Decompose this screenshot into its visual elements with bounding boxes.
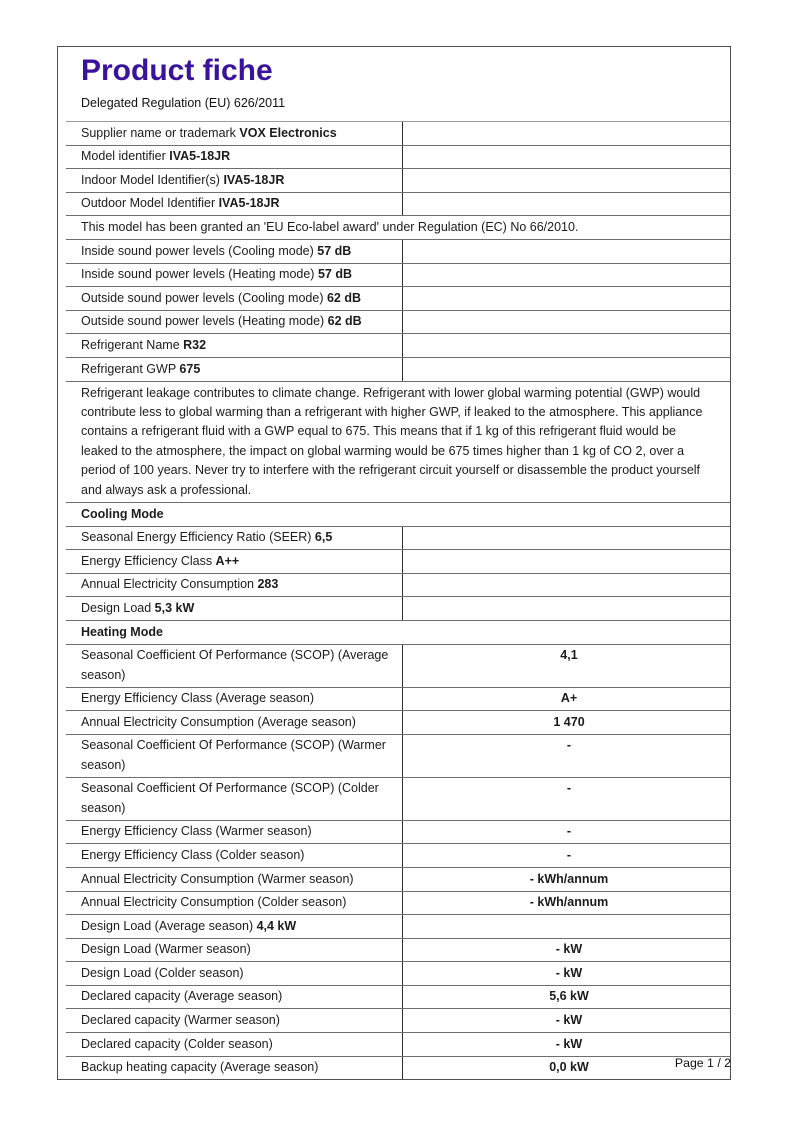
row-value-cell: - kW <box>555 1013 583 1028</box>
row-value-cell: - kWh/annum <box>529 895 609 910</box>
table-row <box>66 915 730 939</box>
row-label: Indoor Model Identifier(s) <box>81 172 224 187</box>
section-title: Cooling Mode <box>81 506 164 521</box>
row-value-cell <box>403 193 730 216</box>
row-value-cell: 0,0 kW <box>549 1060 589 1075</box>
row-label: Supplier name or trademark <box>81 125 240 140</box>
row-value-cell: - <box>566 781 572 796</box>
table-row <box>66 550 730 574</box>
table-row <box>66 382 730 503</box>
row-label-cell <box>66 574 403 597</box>
row-value-cell <box>403 550 730 573</box>
row-label: Annual Electricity Consumption <box>81 577 258 592</box>
row-label: Declared capacity (Warmer season) <box>81 1013 280 1028</box>
table-row <box>66 311 730 335</box>
table-row <box>66 962 730 986</box>
row-label-value: 283 <box>257 577 279 592</box>
row-label-cell <box>66 915 403 938</box>
table-row <box>66 645 730 688</box>
row-value-cell: 1 470 <box>553 714 585 729</box>
row-label: Seasonal Energy Efficiency Ratio (SEER) <box>81 530 315 545</box>
spec-table <box>66 121 730 1079</box>
row-label-value: 4,4 kW <box>256 918 297 933</box>
row-label: Design Load (Average season) <box>81 918 257 933</box>
table-row <box>66 358 730 382</box>
table-row <box>66 193 730 217</box>
row-label-cell <box>66 122 403 145</box>
table-row <box>66 169 730 193</box>
table-row <box>66 986 730 1010</box>
table-row <box>66 216 730 240</box>
table-row <box>66 868 730 892</box>
table-row <box>66 146 730 170</box>
table-row <box>66 287 730 311</box>
row-label: Declared capacity (Average season) <box>81 989 283 1004</box>
row-label-cell <box>66 1033 403 1056</box>
table-row <box>66 892 730 916</box>
table-row <box>66 1009 730 1033</box>
table-row <box>66 574 730 598</box>
row-label-cell <box>66 844 403 867</box>
row-label-cell <box>66 358 403 381</box>
row-value-cell: - kW <box>555 965 583 980</box>
row-label-value: 62 dB <box>327 314 362 329</box>
row-label-cell <box>66 311 403 334</box>
row-label-cell <box>66 711 403 734</box>
row-label-cell <box>66 146 403 169</box>
table-row <box>66 1033 730 1057</box>
row-value-cell: - <box>566 738 572 753</box>
row-value-cell <box>403 527 730 550</box>
row-label: Inside sound power levels (Heating mode) <box>81 267 318 282</box>
row-label-cell <box>66 597 403 620</box>
section-title: Heating Mode <box>81 624 163 639</box>
row-value-cell <box>403 169 730 192</box>
row-label: Seasonal Coefficient Of Performance (SCOP) (Average season) <box>81 648 389 682</box>
row-label: Annual Electricity Consumption (Average season) <box>81 714 356 729</box>
row-text: This model has been granted an 'EU Eco-label award' under Regulation (EC) No 66/2010. <box>81 219 579 234</box>
row-value-cell: - kWh/annum <box>529 871 609 886</box>
row-label: Energy Efficiency Class <box>81 553 216 568</box>
row-value-cell: - kW <box>555 1036 583 1051</box>
table-row <box>66 334 730 358</box>
row-label-cell <box>66 735 403 777</box>
row-label-value: IVA5-18JR <box>169 149 231 164</box>
row-label-cell <box>66 962 403 985</box>
table-row <box>66 122 730 146</box>
table-row <box>66 264 730 288</box>
row-label-cell <box>66 287 403 310</box>
row-value-cell: 4,1 <box>560 648 578 663</box>
row-label-value: R32 <box>183 337 207 352</box>
row-label: Energy Efficiency Class (Average season) <box>81 691 314 706</box>
row-value-cell <box>403 915 730 938</box>
row-label-cell <box>66 264 403 287</box>
row-value-cell <box>403 264 730 287</box>
row-label-value: 62 dB <box>326 290 362 305</box>
row-label: Outside sound power levels (Cooling mode) <box>81 290 327 305</box>
row-label-cell <box>66 645 403 687</box>
row-label-value: VOX Electronics <box>239 125 337 140</box>
row-value-cell <box>403 358 730 381</box>
row-label: Design Load (Warmer season) <box>81 942 251 957</box>
row-label: Annual Electricity Consumption (Colder season) <box>81 895 347 910</box>
row-value-cell <box>403 146 730 169</box>
row-label: Inside sound power levels (Cooling mode) <box>81 243 318 258</box>
section-header-row <box>66 621 730 645</box>
row-label-cell <box>66 892 403 915</box>
row-value-cell <box>403 287 730 310</box>
table-row <box>66 240 730 264</box>
row-label-cell <box>66 240 403 263</box>
row-label-cell <box>66 193 403 216</box>
row-label: Declared capacity (Colder season) <box>81 1036 273 1051</box>
row-value-cell <box>403 122 730 145</box>
row-label-cell <box>66 1009 403 1032</box>
document-page <box>57 46 731 1080</box>
row-label: Seasonal Coefficient Of Performance (SCOP) (Colder season) <box>81 781 379 815</box>
row-value-cell: - <box>566 824 572 839</box>
row-label-value: IVA5-18JR <box>223 172 285 187</box>
row-text: Refrigerant leakage contributes to climate change. Refrigerant with lower global warming potential (GWP) would contribute less to global warming than a refrigerant with higher GWP, if leaked to the atmosphere. This appliance contains a refrigerant fluid with a GWP equal to 675. This means that if 1 kg of this refrigerant fluid would be leaked to the atmosphere, the impact on global warming would be 675 times higher than 1 kg of CO 2, over a period of 100 years. Never try to interfere with the refrigerant circuit yourself or disassemble the product yourself and always ask a professional. <box>81 385 703 497</box>
row-label-cell <box>66 821 403 844</box>
row-value-cell <box>403 240 730 263</box>
row-value-cell <box>403 311 730 334</box>
row-label-value: 5,3 kW <box>154 600 195 615</box>
table-row <box>66 597 730 621</box>
row-value-cell: A+ <box>560 691 578 706</box>
row-label: Design Load <box>81 600 155 615</box>
table-row <box>66 735 730 778</box>
row-label: Energy Efficiency Class (Colder season) <box>81 847 305 862</box>
row-value-cell <box>403 597 730 620</box>
row-label-value: 57 dB <box>317 243 352 258</box>
row-label-cell <box>66 169 403 192</box>
row-value-cell <box>403 334 730 357</box>
row-label: Energy Efficiency Class (Warmer season) <box>81 824 312 839</box>
row-label-cell <box>66 527 403 550</box>
table-row <box>66 778 730 821</box>
row-label-value: 57 dB <box>317 267 352 282</box>
row-label-value: IVA5-18JR <box>218 196 280 211</box>
table-row <box>66 844 730 868</box>
row-value-cell <box>403 574 730 597</box>
row-value-cell: - kW <box>555 942 583 957</box>
section-header-row <box>66 503 730 527</box>
row-label-cell <box>66 688 403 711</box>
row-label-cell <box>66 334 403 357</box>
table-row <box>66 688 730 712</box>
row-label: Annual Electricity Consumption (Warmer season) <box>81 871 354 886</box>
row-label: Seasonal Coefficient Of Performance (SCOP) (Warmer season) <box>81 738 386 772</box>
row-label: Model identifier <box>81 149 170 164</box>
row-label-cell <box>66 986 403 1009</box>
row-label-value: 675 <box>179 361 201 376</box>
row-label: Backup heating capacity (Average season) <box>81 1060 319 1075</box>
row-label: Outside sound power levels (Heating mode) <box>81 314 328 329</box>
page-title: Product fiche <box>81 54 273 87</box>
row-label: Outdoor Model Identifier <box>81 196 219 211</box>
row-label-cell <box>66 939 403 962</box>
row-label-cell <box>66 778 403 820</box>
table-row <box>66 939 730 963</box>
table-row <box>66 711 730 735</box>
row-label: Design Load (Colder season) <box>81 965 244 980</box>
row-label-value: A++ <box>215 553 240 568</box>
row-label: Refrigerant GWP <box>81 361 180 376</box>
table-row <box>66 527 730 551</box>
document-header <box>58 47 730 121</box>
row-value-cell: - <box>566 847 572 862</box>
page-subtitle: Delegated Regulation (EU) 626/2011 <box>81 96 286 110</box>
row-value-cell: 5,6 kW <box>549 989 589 1004</box>
row-label-value: 6,5 <box>314 530 333 545</box>
row-label-cell <box>66 550 403 573</box>
row-label-cell <box>66 868 403 891</box>
table-row <box>66 821 730 845</box>
row-label: Refrigerant Name <box>81 337 184 352</box>
page-number: Page 1 / 2 <box>674 1056 731 1070</box>
